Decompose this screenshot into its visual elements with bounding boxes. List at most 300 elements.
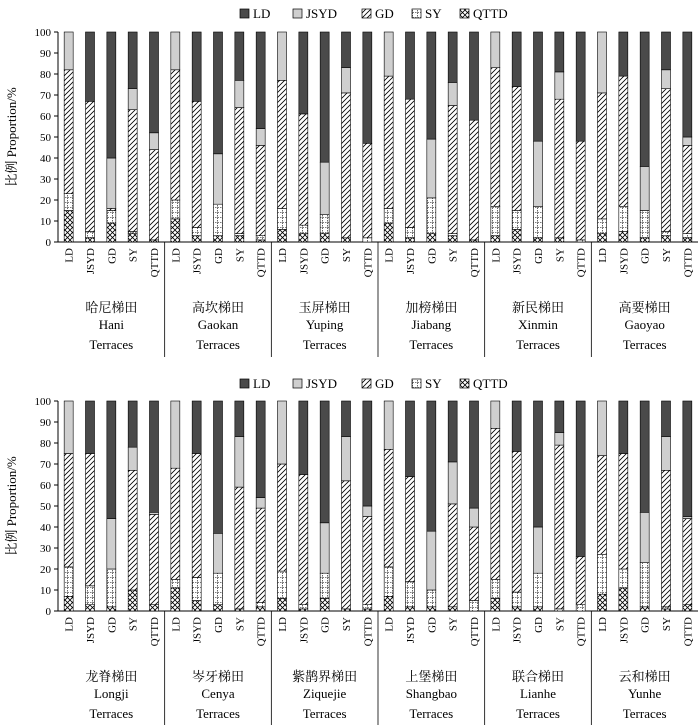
group-label-zh: 云和梯田	[618, 669, 671, 684]
legend-label-qttd: QTTD	[473, 376, 508, 391]
bar-segment-sy	[619, 206, 628, 231]
y-tick-label: 0	[45, 237, 51, 249]
bar-segment-ld	[299, 32, 308, 114]
category-label: LD	[277, 248, 289, 263]
bar-segment-qttd	[491, 598, 500, 611]
category-label: SY	[234, 248, 247, 263]
chart-panel-2	[4, 376, 698, 725]
bar-segment-ld	[107, 32, 116, 158]
category-label: GD	[533, 248, 545, 264]
y-tick-label: 0	[45, 606, 51, 618]
category-label: JSYD	[511, 248, 524, 275]
bar-segment-ld	[683, 401, 692, 517]
group-label-en: Gaoyao	[624, 317, 665, 332]
bar-segment-sy	[192, 577, 201, 600]
chart-panels	[4, 6, 698, 725]
bar-segment-qttd	[512, 229, 521, 242]
legend	[240, 6, 508, 21]
group-label-en2: Terraces	[516, 706, 560, 721]
bar-segment-gd	[86, 101, 95, 231]
bar-segment-ld	[470, 401, 479, 508]
bar-segment-gd	[342, 93, 351, 238]
group-label-en: Yunhe	[628, 686, 662, 701]
bar-segment-sy	[320, 215, 329, 234]
bar-segment-sy	[448, 234, 457, 236]
bar-segment-sy	[64, 194, 73, 211]
bar-segment-qttd	[128, 234, 137, 242]
bar-segment-gd	[363, 517, 372, 605]
bar-segment-jsyd	[683, 517, 692, 519]
y-tick-label: 90	[40, 417, 51, 429]
group-label-zh: 紫鹊界梯田	[292, 669, 358, 684]
bar-segment-qttd	[342, 238, 351, 242]
bar-segment-gd	[576, 141, 585, 240]
bar-segment-qttd	[683, 605, 692, 611]
bar-segment-jsyd	[235, 80, 244, 107]
bar-segment-qttd	[299, 234, 308, 242]
legend-swatch-jsyd	[293, 9, 302, 18]
group-label-en: Lianhe	[519, 686, 557, 701]
group-label-en: Xinmin	[518, 317, 558, 332]
bar-segment-qttd	[512, 607, 521, 611]
bar-segment-gd	[64, 70, 73, 194]
category-label: GD	[319, 617, 332, 633]
group-label-en2: Terraces	[89, 706, 134, 721]
bar-segment-sy	[256, 603, 265, 607]
bar-segment-jsyd	[235, 437, 244, 487]
bar-segment-jsyd	[598, 401, 607, 456]
category-label: GD	[106, 248, 119, 264]
category-label: JSYD	[85, 248, 97, 275]
bar-segment-jsyd	[555, 433, 564, 446]
bar-segment-jsyd	[320, 162, 329, 215]
bar-segment-jsyd	[171, 401, 180, 468]
group-xinmin	[490, 32, 587, 352]
bar-segment-ld	[683, 32, 692, 137]
legend-label-qttd: QTTD	[473, 6, 508, 21]
bar-segment-gd	[192, 101, 201, 227]
group-label-zh: 玉屏梯田	[298, 300, 351, 315]
group-cenya	[170, 401, 267, 721]
bar-segment-ld	[662, 32, 671, 70]
group-label-en2: Terraces	[622, 337, 667, 352]
bar-segment-gd	[256, 508, 265, 602]
bar-segment-ld	[534, 401, 543, 527]
bar-segment-ld	[299, 401, 308, 475]
category-label: LD	[277, 617, 289, 632]
bar-segment-qttd	[86, 238, 95, 242]
bar-segment-jsyd	[278, 32, 287, 80]
bar-segment-ld	[86, 401, 95, 454]
group-label-en: Cenya	[201, 686, 235, 701]
y-tick-label: 60	[40, 111, 51, 123]
y-tick-label: 50	[40, 132, 51, 144]
bar-segment-ld	[427, 401, 436, 531]
bar-segment-sy	[598, 219, 607, 234]
bar-segment-sy	[512, 592, 521, 607]
group-gaoyao	[597, 32, 694, 352]
bar-segment-ld	[555, 401, 564, 433]
category-label: QTTD	[255, 617, 268, 647]
bar-segment-qttd	[491, 236, 500, 242]
bar-segment-gd	[555, 99, 564, 238]
y-tick-label: 30	[40, 543, 51, 555]
group-label-en2: Terraces	[409, 706, 454, 721]
bar-segment-jsyd	[150, 133, 159, 150]
legend-swatch-jsyd	[293, 379, 302, 388]
group-shangbao	[384, 401, 481, 721]
bar-segment-qttd	[320, 598, 329, 611]
bar-segment-qttd	[448, 236, 457, 242]
bar-segment-qttd	[320, 234, 329, 242]
legend-label-jsyd: JSYD	[306, 376, 338, 391]
legend	[240, 376, 508, 391]
bar-segment-ld	[534, 32, 543, 141]
category-label: QTTD	[682, 248, 695, 278]
category-label: JSYD	[618, 617, 631, 644]
bar-segment-sy	[534, 573, 543, 607]
y-tick-label: 70	[40, 459, 51, 471]
bar-segment-gd	[342, 481, 351, 609]
category-label: LD	[597, 248, 609, 263]
bar-segment-jsyd	[534, 141, 543, 206]
bar-segment-gd	[512, 451, 521, 592]
bar-segment-sy	[534, 206, 543, 238]
bar-segment-gd	[299, 475, 308, 605]
bar-segment-gd	[256, 145, 265, 235]
bar-segment-gd	[235, 487, 244, 609]
group-jiabang	[384, 32, 481, 352]
group-label-en: Shangbao	[405, 686, 457, 701]
bar-segment-jsyd	[64, 401, 73, 454]
bar-segment-ld	[619, 32, 628, 76]
bar-segment-qttd	[619, 232, 628, 243]
bar-segment-ld	[128, 401, 137, 447]
bar-segment-qttd	[214, 605, 223, 611]
bar-segment-qttd	[342, 609, 351, 611]
group-label-zh: 高坎梯田	[191, 300, 245, 315]
bar-segment-gd	[384, 76, 393, 208]
bar-segment-gd	[448, 504, 457, 607]
category-label: JSYD	[405, 248, 417, 275]
bar-segment-qttd	[534, 238, 543, 242]
bar-segment-gd	[598, 456, 607, 555]
bar-segment-ld	[640, 32, 649, 166]
bar-segment-jsyd	[384, 32, 393, 76]
bar-segment-sy	[214, 204, 223, 236]
bar-segment-sy	[64, 567, 73, 596]
bar-segment-ld	[427, 32, 436, 139]
group-label-en2: Terraces	[196, 706, 240, 721]
bar-segment-sy	[427, 590, 436, 607]
bar-segment-qttd	[683, 238, 692, 242]
y-tick-label: 50	[40, 501, 51, 513]
group-label-en2: Terraces	[302, 337, 347, 352]
bar-segment-qttd	[406, 238, 415, 242]
bar-segment-sy	[171, 580, 180, 588]
category-label: LD	[170, 248, 183, 263]
group-yunhe	[597, 401, 694, 721]
y-tick-label: 20	[40, 195, 51, 207]
bar-segment-ld	[214, 32, 223, 154]
group-label-en: Yuping	[305, 317, 344, 332]
bar-segment-qttd	[150, 240, 159, 242]
bar-segment-qttd	[662, 609, 671, 611]
category-label: GD	[533, 617, 545, 633]
category-label: LD	[63, 248, 76, 263]
bar-segment-qttd	[598, 594, 607, 611]
category-label: SY	[447, 617, 460, 632]
bar-segment-jsyd	[150, 512, 159, 514]
bar-segment-qttd	[534, 607, 543, 611]
category-label: GD	[426, 617, 439, 633]
chart-panel-1	[4, 6, 698, 357]
group-label-en2: Terraces	[409, 337, 454, 352]
bar-segment-qttd	[235, 236, 244, 242]
bar-segment-jsyd	[555, 72, 564, 99]
bar-segment-jsyd	[278, 401, 287, 464]
bar-segment-qttd	[256, 240, 265, 242]
bar-segment-jsyd	[598, 32, 607, 93]
group-label-en: Gaokan	[197, 317, 239, 332]
bar-segment-qttd	[214, 236, 223, 242]
bar-segment-ld	[235, 32, 244, 80]
bar-segment-gd	[107, 208, 116, 210]
category-label: QTTD	[362, 248, 375, 278]
bar-segment-sy	[107, 211, 116, 224]
category-label: JSYD	[191, 248, 204, 275]
legend-swatch-qttd	[460, 379, 469, 388]
bar-segment-sy	[640, 563, 649, 607]
group-label-en2: Terraces	[622, 706, 667, 721]
category-label: LD	[383, 248, 396, 263]
legend-swatch-ld	[240, 9, 249, 18]
y-tick-label: 100	[34, 27, 51, 39]
legend-label-ld: LD	[253, 6, 271, 21]
bar-segment-qttd	[107, 607, 116, 611]
legend-label-ld: LD	[253, 376, 271, 391]
category-label: QTTD	[575, 617, 588, 647]
bar-segment-qttd	[363, 609, 372, 611]
bar-segment-ld	[86, 32, 95, 101]
bar-segment-gd	[406, 99, 415, 227]
bar-segment-sy	[576, 240, 585, 242]
bar-segment-ld	[406, 32, 415, 99]
bar-segment-qttd	[235, 609, 244, 611]
group-label-zh: 高要梯田	[618, 300, 671, 315]
legend-label-gd: GD	[375, 376, 394, 391]
group-label-en2: Terraces	[89, 337, 134, 352]
bar-segment-jsyd	[107, 158, 116, 208]
legend-swatch-qttd	[460, 9, 469, 18]
y-tick-label: 80	[40, 69, 51, 81]
category-label: LD	[597, 617, 609, 632]
y-tick-label: 10	[40, 216, 51, 228]
bar-segment-qttd	[192, 236, 201, 242]
bar-segment-gd	[576, 556, 585, 604]
legend-swatch-gd	[362, 379, 371, 388]
group-label-en: Hani	[98, 317, 124, 332]
y-tick-label: 90	[40, 48, 51, 60]
bar-segment-sy	[299, 605, 308, 609]
bar-segment-sy	[214, 573, 223, 605]
category-label: QTTD	[469, 248, 481, 278]
bar-segment-jsyd	[427, 531, 436, 590]
bar-segment-ld	[448, 32, 457, 82]
category-label: SY	[234, 617, 247, 632]
category-label: GD	[319, 248, 332, 264]
bar-segment-qttd	[86, 605, 95, 611]
bar-segment-gd	[491, 428, 500, 579]
bar-segment-gd	[86, 454, 95, 586]
bar-segment-gd	[299, 114, 308, 225]
bar-segment-ld	[150, 32, 159, 133]
category-label: SY	[554, 617, 567, 632]
group-longji	[64, 401, 161, 721]
y-tick-label: 40	[40, 522, 51, 534]
bar-segment-ld	[640, 401, 649, 512]
bar-segment-ld	[192, 401, 201, 454]
bar-segment-gd	[278, 80, 287, 208]
bar-segment-gd	[150, 150, 159, 240]
bar-segment-jsyd	[640, 166, 649, 210]
bar-segment-sy	[640, 211, 649, 238]
group-label-zh: 岑牙梯田	[191, 669, 245, 684]
bar-segment-jsyd	[491, 32, 500, 68]
bar-segment-ld	[256, 401, 265, 498]
y-axis-label: 比例 Proportion/%	[4, 456, 19, 556]
category-label: JSYD	[405, 617, 417, 644]
bar-segment-sy	[683, 234, 692, 238]
bar-segment-qttd	[64, 596, 73, 611]
bar-segment-sy	[427, 198, 436, 234]
bar-segment-sy	[619, 569, 628, 588]
bar-segment-qttd	[171, 588, 180, 611]
bar-segment-gd	[470, 527, 479, 601]
category-label: SY	[661, 617, 673, 632]
y-tick-label: 70	[40, 90, 51, 102]
bar-segment-sy	[107, 569, 116, 607]
category-label: QTTD	[575, 248, 588, 278]
category-label: SY	[341, 248, 353, 263]
bar-segment-ld	[320, 32, 329, 162]
bar-segment-ld	[512, 401, 521, 451]
bar-segment-qttd	[662, 236, 671, 242]
category-label: QTTD	[362, 617, 375, 647]
bar-segment-jsyd	[128, 447, 137, 470]
category-label: GD	[106, 617, 119, 633]
bar-segment-ld	[320, 401, 329, 523]
bar-segment-qttd	[299, 609, 308, 611]
group-label-en2: Terraces	[516, 337, 560, 352]
bar-segment-gd	[192, 454, 201, 578]
category-label: JSYD	[618, 248, 631, 275]
bar-segment-jsyd	[256, 129, 265, 146]
bar-segment-sy	[598, 554, 607, 594]
bar-segment-ld	[512, 32, 521, 87]
bar-segment-ld	[363, 401, 372, 506]
bar-segment-gd	[619, 454, 628, 570]
bar-segment-gd	[384, 449, 393, 567]
bar-segment-ld	[406, 401, 415, 477]
bar-segment-sy	[278, 571, 287, 598]
bar-segment-qttd	[555, 238, 564, 242]
group-label-zh: 上堡梯田	[405, 669, 458, 684]
category-label: JSYD	[298, 617, 311, 644]
y-axis-label: 比例 Proportion/%	[4, 87, 19, 187]
group-label-en2: Terraces	[196, 337, 240, 352]
bar-segment-sy	[86, 232, 95, 238]
bar-segment-ld	[256, 32, 265, 129]
category-label: LD	[490, 617, 503, 632]
bar-segment-sy	[299, 225, 308, 233]
group-hani	[64, 32, 161, 352]
bar-segment-gd	[619, 76, 628, 206]
bar-segment-gd	[555, 445, 564, 609]
bar-segment-sy	[491, 580, 500, 599]
bar-segment-gd	[662, 470, 671, 607]
bar-segment-sy	[235, 234, 244, 236]
bar-segment-qttd	[470, 240, 479, 242]
category-label: QTTD	[149, 248, 161, 278]
bar-segment-jsyd	[256, 498, 265, 509]
bar-segment-ld	[342, 401, 351, 437]
bar-segment-sy	[662, 232, 671, 236]
bar-segment-sy	[363, 605, 372, 609]
group-label-en2: Terraces	[302, 706, 347, 721]
category-label: GD	[639, 617, 652, 633]
bar-segment-sy	[576, 605, 585, 611]
bar-segment-sy	[256, 236, 265, 240]
category-label: LD	[490, 248, 503, 263]
bar-segment-qttd	[448, 607, 457, 611]
bar-segment-jsyd	[342, 437, 351, 481]
bar-segment-sy	[555, 609, 564, 611]
bar-segment-qttd	[640, 238, 649, 242]
category-label: GD	[426, 248, 439, 264]
bar-segment-ld	[235, 401, 244, 437]
bar-segment-ld	[619, 401, 628, 454]
bar-segment-sy	[406, 227, 415, 238]
category-label: QTTD	[255, 248, 268, 278]
bar-segment-sy	[384, 208, 393, 223]
bar-segment-sy	[491, 206, 500, 235]
bar-segment-gd	[128, 470, 137, 590]
bar-segment-qttd	[384, 596, 393, 611]
bar-segment-sy	[662, 607, 671, 609]
bar-segment-ld	[576, 32, 585, 141]
bar-segment-jsyd	[448, 82, 457, 105]
category-label: JSYD	[191, 617, 204, 644]
bar-segment-sy	[278, 208, 287, 229]
bar-segment-gd	[171, 468, 180, 579]
y-tick-label: 20	[40, 564, 51, 576]
legend-label-sy: SY	[425, 6, 442, 21]
legend-swatch-sy	[412, 379, 421, 388]
bar-segment-gd	[512, 87, 521, 211]
bar-segment-jsyd	[640, 512, 649, 562]
y-tick-label: 60	[40, 480, 51, 492]
bar-segment-jsyd	[448, 462, 457, 504]
legend-label-jsyd: JSYD	[306, 6, 338, 21]
bar-segment-gd	[683, 145, 692, 233]
group-label-en: Jiabang	[411, 317, 452, 332]
bar-segment-sy	[86, 586, 95, 605]
bar-segment-jsyd	[491, 401, 500, 428]
bar-segment-jsyd	[214, 154, 223, 204]
bar-segment-qttd	[427, 607, 436, 611]
bar-segment-jsyd	[427, 139, 436, 198]
